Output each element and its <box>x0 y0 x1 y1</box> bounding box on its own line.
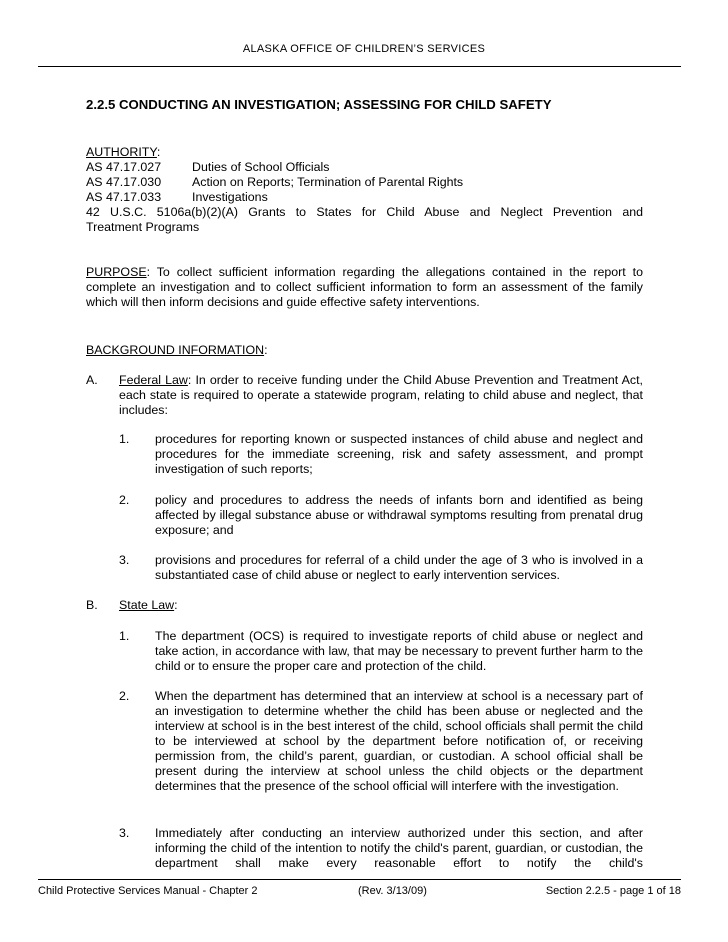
footer-manual: Child Protective Services Manual - Chapter 2 <box>38 885 258 897</box>
federal-item-text: policy and procedures to address the needs of infants born and identified as being affected by illegal substance abuse or withdrawal symptoms resulting from prenatal drug exposure; and <box>155 493 643 537</box>
federal-letter: A. <box>86 373 98 387</box>
state-item-text: Immediately after conducting an interview authorized under this section, and after informing the child of the intention to notify the child's parent, guardian, or custodian, the department shall make every reasonable effort to notify the child's <box>155 826 643 870</box>
federal-item-text: procedures for reporting known or suspected instances of child abuse and neglect and procedures for the immediate screening, risk and safety assessment, and prompt investigation of such reports; <box>155 432 643 476</box>
purpose-text: To collect sufficient information regarding the allegations contained in the report to complete an investigation and to collect sufficient information to form an assessment of the family which will then inform decisions and guide effective safety interventions. <box>86 265 643 309</box>
statute-code: AS 47.17.033 <box>86 190 162 204</box>
item-number: 3. <box>119 553 130 567</box>
footer-revision: (Rev. 3/13/09) <box>358 885 427 897</box>
authority-heading: AUTHORITY: <box>86 145 161 159</box>
authority-row <box>86 175 643 190</box>
item-number: 3. <box>119 826 130 840</box>
state-law-heading: State Law: <box>119 598 178 612</box>
authority-row <box>86 190 643 205</box>
state-item-text: The department (OCS) is required to investigate reports of child abuse or neglect and take action, in accordance with law, that may be necessary to prevent further harm to the child or to ensure the proper care and protection of the child. <box>155 629 643 673</box>
item-number: 1. <box>119 432 130 446</box>
state-item-text: When the department has determined that an interview at school is a necessary part of an investigation to determine whether the child has been abuse or neglected and the interview at school is in the best interest of the child, school officials shall permit the child to be interviewed at school by the department before notification of, or receiving permission from, the child’s parent, guardian, or custodian. A school official shall be present during the interview at school unless the child objects or the department determines that the presence of the school official will interfere with the investigation. <box>155 689 643 793</box>
federal-law-text: In order to receive funding under the Child Abuse Prevention and Treatment Act, each state is required to operate a statewide program, relating to child abuse and neglect, that includes: <box>119 373 644 417</box>
authority-block <box>86 145 643 235</box>
state-letter: B. <box>86 598 98 612</box>
footer-rule <box>38 879 681 880</box>
item-number: 2. <box>119 493 130 507</box>
purpose-heading: PURPOSE <box>86 265 147 279</box>
statute-code: AS 47.17.027 <box>86 160 162 174</box>
statute-description: Action on Reports; Termination of Parental Rights <box>192 175 464 189</box>
statute-description: Investigations <box>192 190 268 204</box>
section-title: 2.2.5 CONDUCTING AN INVESTIGATION; ASSESSING FOR CHILD SAFETY <box>86 97 552 112</box>
header-rule <box>38 66 681 67</box>
usc-citation: 42 U.S.C. 5106a(b)(2)(A) Grants to States for Child Abuse and Neglect Prevention and <box>86 205 643 219</box>
item-number: 2. <box>119 689 130 703</box>
footer-page-number: Section 2.2.5 - page 1 of 18 <box>545 885 681 897</box>
usc-citation-continued: Treatment Programs <box>86 220 200 234</box>
statute-code: AS 47.17.030 <box>86 175 162 189</box>
statute-description: Duties of School Officials <box>192 160 330 174</box>
federal-law-paragraph: Federal Law: In order to receive funding under the Child Abuse Prevention and Treatment Act, each state is required to operate a statewide program, relating to child abuse and neglect, that includes: <box>119 373 644 417</box>
purpose-paragraph: PURPOSE: To collect sufficient information regarding the allegations contained in the report to complete an investigation and to collect sufficient information to form an assessment of the family which will then inform decisions and guide effective safety interventions. <box>86 265 643 309</box>
authority-row <box>86 160 643 175</box>
background-heading: BACKGROUND INFORMATION: <box>86 343 268 357</box>
page-header: ALASKA OFFICE OF CHILDREN’S SERVICES <box>242 43 486 55</box>
federal-law-label: Federal Law <box>119 373 188 387</box>
item-number: 1. <box>119 629 130 643</box>
federal-item-text: provisions and procedures for referral of a child under the age of 3 who is involved in a substantiated case of child abuse or neglect to early intervention services. <box>155 553 643 582</box>
